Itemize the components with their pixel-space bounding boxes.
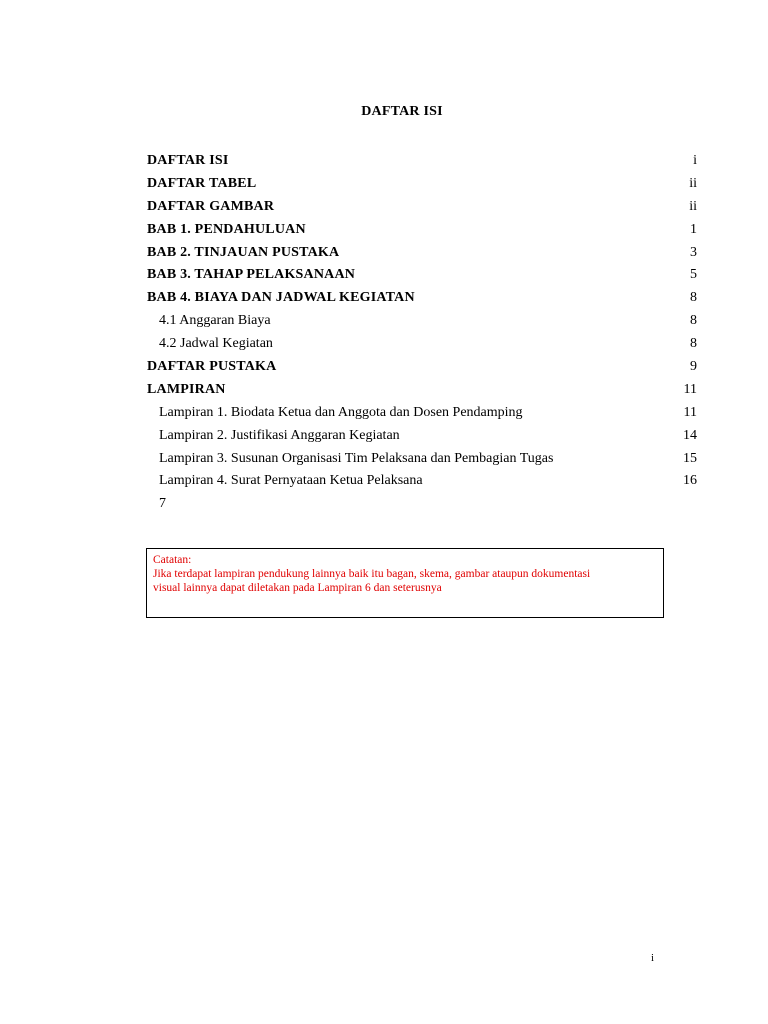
note-box — [146, 548, 664, 618]
toc-entry — [147, 219, 697, 242]
toc-entry — [147, 448, 697, 471]
toc-entry — [147, 242, 697, 265]
toc-entry-label: 7 — [159, 496, 166, 512]
toc-entry-label: DAFTAR GAMBAR — [147, 198, 275, 214]
toc-entry — [147, 310, 697, 333]
toc-entry — [147, 425, 697, 448]
toc-entry — [147, 470, 697, 493]
toc-entry — [147, 264, 697, 287]
note-line-2: visual lainnya dapat diletakan pada Lampiran 6 dan seterusnya — [153, 582, 442, 594]
toc-entry — [147, 402, 697, 425]
toc-entry — [147, 287, 697, 310]
toc-entry-label: 4.1 Anggaran Biaya — [159, 313, 271, 329]
toc-entry — [147, 173, 697, 196]
toc-entry-page: 5 — [690, 267, 697, 283]
toc-entry-label: Lampiran 3. Susunan Organisasi Tim Pelaksana dan Pembagian Tugas — [159, 450, 554, 466]
toc-entry-label: BAB 2. TINJAUAN PUSTAKA — [147, 244, 340, 260]
toc-entry — [147, 379, 697, 402]
toc-entry-page: 11 — [683, 381, 697, 397]
toc-entry-page: 8 — [690, 290, 697, 306]
toc-entry-page: 1 — [690, 221, 697, 237]
toc-entry-label: Lampiran 1. Biodata Ketua dan Anggota dan Dosen Pendamping — [159, 404, 523, 420]
toc-entry-label: DAFTAR ISI — [147, 153, 229, 168]
page-title: DAFTAR ISI — [361, 104, 443, 119]
toc-entry-page: 8 — [690, 313, 697, 329]
note-line-1: Jika terdapat lampiran pendukung lainnya baik itu bagan, skema, gambar ataupun dokumentasi — [153, 568, 591, 580]
toc-entry-page: ii — [689, 198, 697, 214]
toc-entry-page: 3 — [690, 244, 697, 260]
toc-entry-label: DAFTAR PUSTAKA — [147, 359, 277, 375]
toc-entry-page: 14 — [683, 427, 697, 443]
toc-entry-label: BAB 4. BIAYA DAN JADWAL KEGIATAN — [147, 290, 415, 306]
toc-entry-label: DAFTAR TABEL — [147, 175, 257, 191]
toc-entry-label: Lampiran 2. Justifikasi Anggaran Kegiatan — [159, 427, 400, 443]
toc-entry-label: Lampiran 4. Surat Pernyataan Ketua Pelaksana — [159, 473, 423, 489]
table-of-contents — [147, 150, 697, 516]
toc-entry — [147, 196, 697, 219]
toc-entry-page: 11 — [683, 404, 697, 420]
toc-entry-page: ii — [689, 175, 697, 191]
toc-entry-page: 16 — [683, 473, 697, 489]
toc-entry — [147, 333, 697, 356]
toc-entry-page: 8 — [690, 336, 697, 352]
toc-entry-label: BAB 1. PENDAHULUAN — [147, 221, 306, 237]
note-heading: Catatan: — [153, 554, 192, 566]
toc-entry-label: 4.2 Jadwal Kegiatan — [159, 336, 273, 352]
toc-entry — [147, 150, 697, 173]
toc-entry-page: 15 — [683, 450, 697, 466]
toc-entry — [147, 356, 697, 379]
toc-entry-page: 9 — [690, 359, 697, 375]
toc-entry — [147, 493, 697, 516]
page-number: i — [651, 952, 655, 964]
toc-entry-label: LAMPIRAN — [147, 381, 226, 397]
toc-entry-label: BAB 3. TAHAP PELAKSANAAN — [147, 267, 356, 283]
toc-entry-page: i — [693, 153, 697, 168]
